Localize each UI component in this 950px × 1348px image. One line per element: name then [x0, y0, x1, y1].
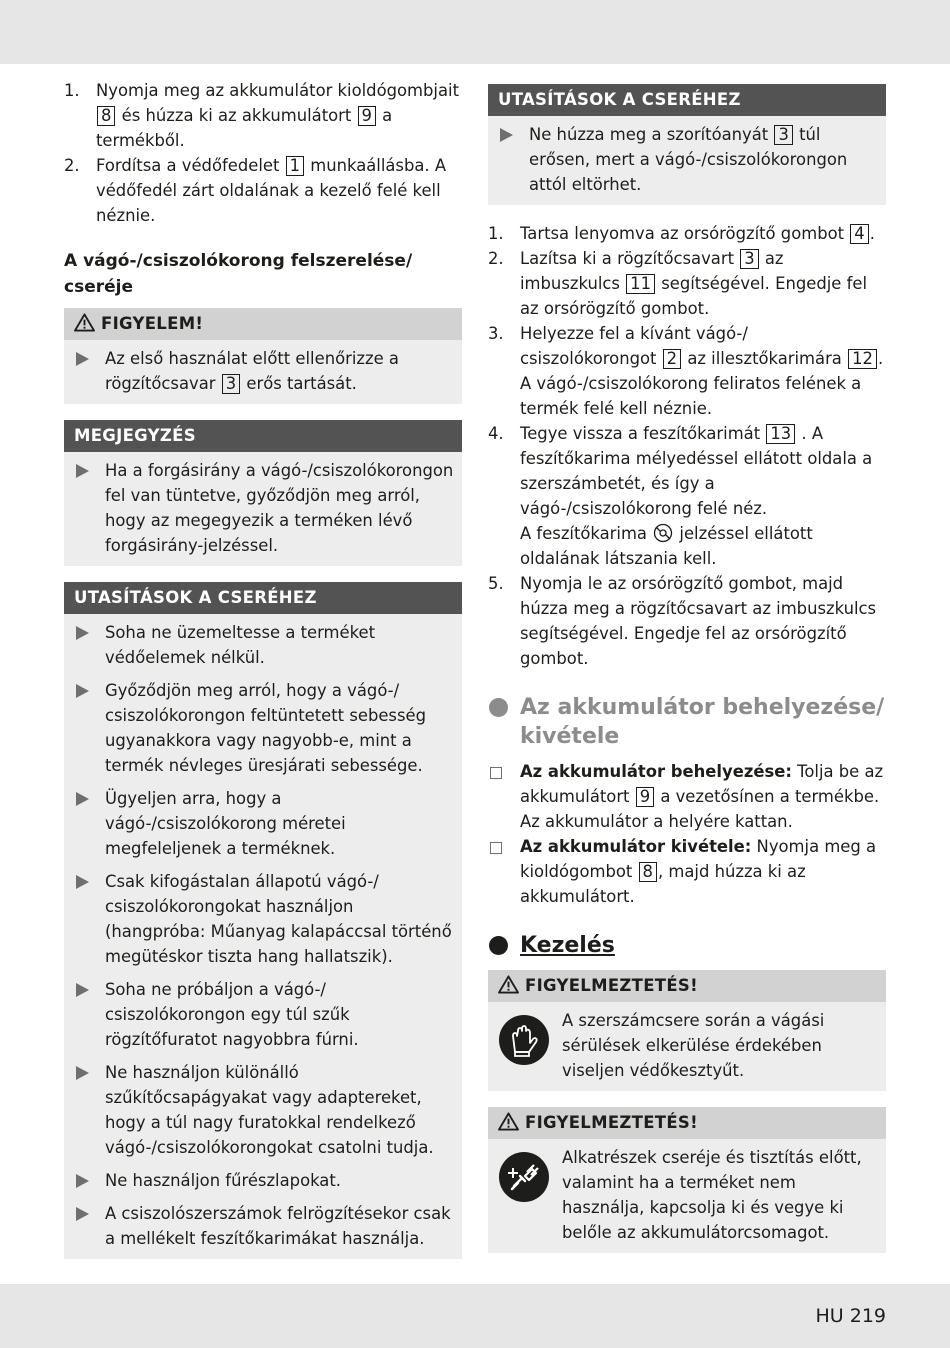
- list-item: 2. Lazítsa ki a rögzítőcsavart 3 az imbuszkulcs 11 segítségével. Engedje fel az orsórögzítő gombot.: [488, 249, 867, 318]
- warning-triangle-icon: [498, 1112, 519, 1131]
- list-item: 3. Helyezze fel a kívánt vágó-/ csiszolókorongot 2 az illesztőkarimára 12 . A vágó-/csiszolókorong feliratos felének a termék felé kell néznie.: [488, 324, 884, 418]
- warning-triangle-icon: [498, 975, 519, 994]
- list-item: Ügyeljen arra, hogy a vágó-/csiszolókorong méretei megfeleljenek a terméknek.: [74, 786, 454, 861]
- panel-title: UTASÍTÁSOK A CSERÉHEZ: [488, 84, 886, 116]
- list-item: Az akkumulátor kivétele: Nyomja meg a kioldógombot 8 , majd húzza ki az akkumulátort.: [488, 834, 886, 909]
- left-column: [64, 78, 462, 1259]
- bullet-triangle-icon: [76, 1066, 89, 1080]
- list-item: Az akkumulátor behelyezése: Tolja be az akkumulátort 9 a vezetősínen a termékbe. Az akkumulátor a helyére kattan.: [488, 759, 886, 834]
- list-item: Csak kifogástalan állapotú vágó-/ csiszolókorongokat használjon (hangpróba: Műanyag kalapáccsal történő megütéskor tiszta hang hallatszik).: [74, 869, 454, 969]
- section-heading: Kezelés: [488, 931, 886, 960]
- panel-title: FIGYELEM!: [101, 314, 204, 333]
- list-item: A csiszolószerszámok felrögzítésekor csak a mellékelt feszítőkarimákat használja.: [74, 1201, 454, 1251]
- part-number: 8: [97, 106, 115, 126]
- gloves-icon: [498, 1014, 550, 1066]
- bullet-triangle-icon: [76, 792, 89, 806]
- list-item: 2. Fordítsa a védőfedelet 1 munkaállásba. A védőfedél zárt oldalának a kezelő felé kell néznie.: [64, 156, 447, 225]
- panel-title: UTASÍTÁSOK A CSERÉHEZ: [64, 582, 462, 614]
- bullet-triangle-icon: [76, 1207, 89, 1221]
- checkbox-square-icon: [490, 842, 502, 854]
- bullet-triangle-icon: [76, 464, 89, 478]
- list-item: 1. Tartsa lenyomva az orsórögzítő gombot 4 .: [488, 224, 875, 243]
- part-number: 3: [222, 374, 240, 394]
- list-item: Soha ne üzemeltesse a terméket védőelemek nélkül.: [74, 620, 454, 670]
- attention-panel: [64, 308, 462, 404]
- warning-panel: FIGYELMEZTETÉS! A szerszámcsere során a vágási sérülések elkerülése érdekében viseljen védőkesztyűt.: [488, 970, 886, 1091]
- section-subheading: A vágó-/csiszolókorong felszerelése/ cseréje: [64, 251, 413, 297]
- instructions-panel: [64, 582, 462, 1259]
- part-number: 9: [636, 787, 654, 807]
- list-item: Ne használjon különálló szűkítőcsapágyakat vagy adaptereket, hogy a túl nagy furatokkal rendelkező vágó-/csiszolókorongokat csatolni tudja.: [74, 1060, 454, 1160]
- instructions-panel: [488, 84, 886, 205]
- list-item: Ne használjon fűrészlapokat.: [74, 1168, 454, 1193]
- part-number: 13: [766, 424, 795, 444]
- panel-title: MEGJEGYZÉS: [64, 420, 462, 452]
- bullet-triangle-icon: [76, 352, 89, 366]
- list-item: Ha a forgásirány a vágó-/csiszolókorongon fel van tüntetve, győződjön meg arról, hogy az megegyezik a terméken lévő forgásirány-jelzéssel.: [74, 458, 454, 558]
- bullet-triangle-icon: [76, 626, 89, 640]
- list-item: Ne húzza meg a szorítóanyát 3 túl erősen, mert a vágó-/csiszolókorongon attól eltörhet.: [498, 122, 878, 197]
- warning-panel: FIGYELMEZTETÉS! Alkatrészek cseréje és tisztítás előtt, valamint ha a terméket nem használja, kapcsolja ki és vegye ki belőle az akkumulátorcsomagot.: [488, 1107, 886, 1253]
- part-number: 3: [740, 249, 758, 269]
- page-number: HU 219: [815, 1305, 886, 1327]
- bullet-triangle-icon: [76, 1174, 89, 1188]
- panel-title: FIGYELMEZTETÉS!: [525, 976, 698, 995]
- bullet-dot-icon: [489, 698, 508, 717]
- list-item: 1. Nyomja meg az akkumulátor kioldógombjait 8 és húzza ki az akkumulátort 9 a termékből.: [64, 81, 459, 150]
- removal-steps: [64, 78, 462, 228]
- part-number: 3: [774, 125, 792, 145]
- part-number: 12: [848, 349, 877, 369]
- part-number: 4: [850, 224, 868, 244]
- checkbox-square-icon: [490, 767, 502, 779]
- part-number: 2: [663, 349, 681, 369]
- section-heading: Az akkumulátor behelyezése/ kivétele: [488, 693, 886, 751]
- part-number: 11: [626, 274, 655, 294]
- part-number: 1: [286, 156, 304, 176]
- list-item: Győződjön meg arról, hogy a vágó-/ csiszolókorongon feltüntetett sebesség ugyanakkora vagy nagyobb-e, mint a termék névleges üresjárati sebessége.: [74, 678, 454, 778]
- list-item: 4. Tegye vissza a feszítőkarimát 13 . A feszítőkarima mélyedéssel ellátott oldala a szerszámbetét, és így a vágó-/csiszolókorong felé néz. A feszítőkarima jelzéssel ellátott oldalának látszania kell.: [488, 424, 873, 568]
- list-item: Az első használat előtt ellenőrizze a rögzítőcsavar 3 erős tartását.: [74, 346, 454, 396]
- part-number: 8: [639, 862, 657, 882]
- flange-symbol-icon: [652, 523, 674, 543]
- bottom-band: [0, 1284, 950, 1348]
- list-item: 5. Nyomja le az orsórögzítő gombot, majd húzza meg a rögzítőcsavart az imbuszkulcs segítségével. Engedje fel az orsórögzítő gombot.: [488, 574, 877, 668]
- bullet-dot-icon: [489, 936, 508, 955]
- bullet-triangle-icon: [76, 684, 89, 698]
- bullet-triangle-icon: [500, 128, 513, 142]
- top-band: [0, 0, 950, 64]
- mounting-steps: [488, 221, 886, 671]
- part-number: 9: [358, 106, 376, 126]
- unplug-icon: [498, 1151, 550, 1203]
- note-panel: [64, 420, 462, 566]
- right-column: [488, 84, 886, 1253]
- bullet-triangle-icon: [76, 983, 89, 997]
- bullet-triangle-icon: [76, 875, 89, 889]
- panel-title: FIGYELMEZTETÉS!: [525, 1113, 698, 1132]
- list-item: Soha ne próbáljon a vágó-/ csiszolókorongon egy túl szűk rögzítőfuratot nagyobbra fúrni.: [74, 977, 454, 1052]
- warning-triangle-icon: [74, 313, 95, 332]
